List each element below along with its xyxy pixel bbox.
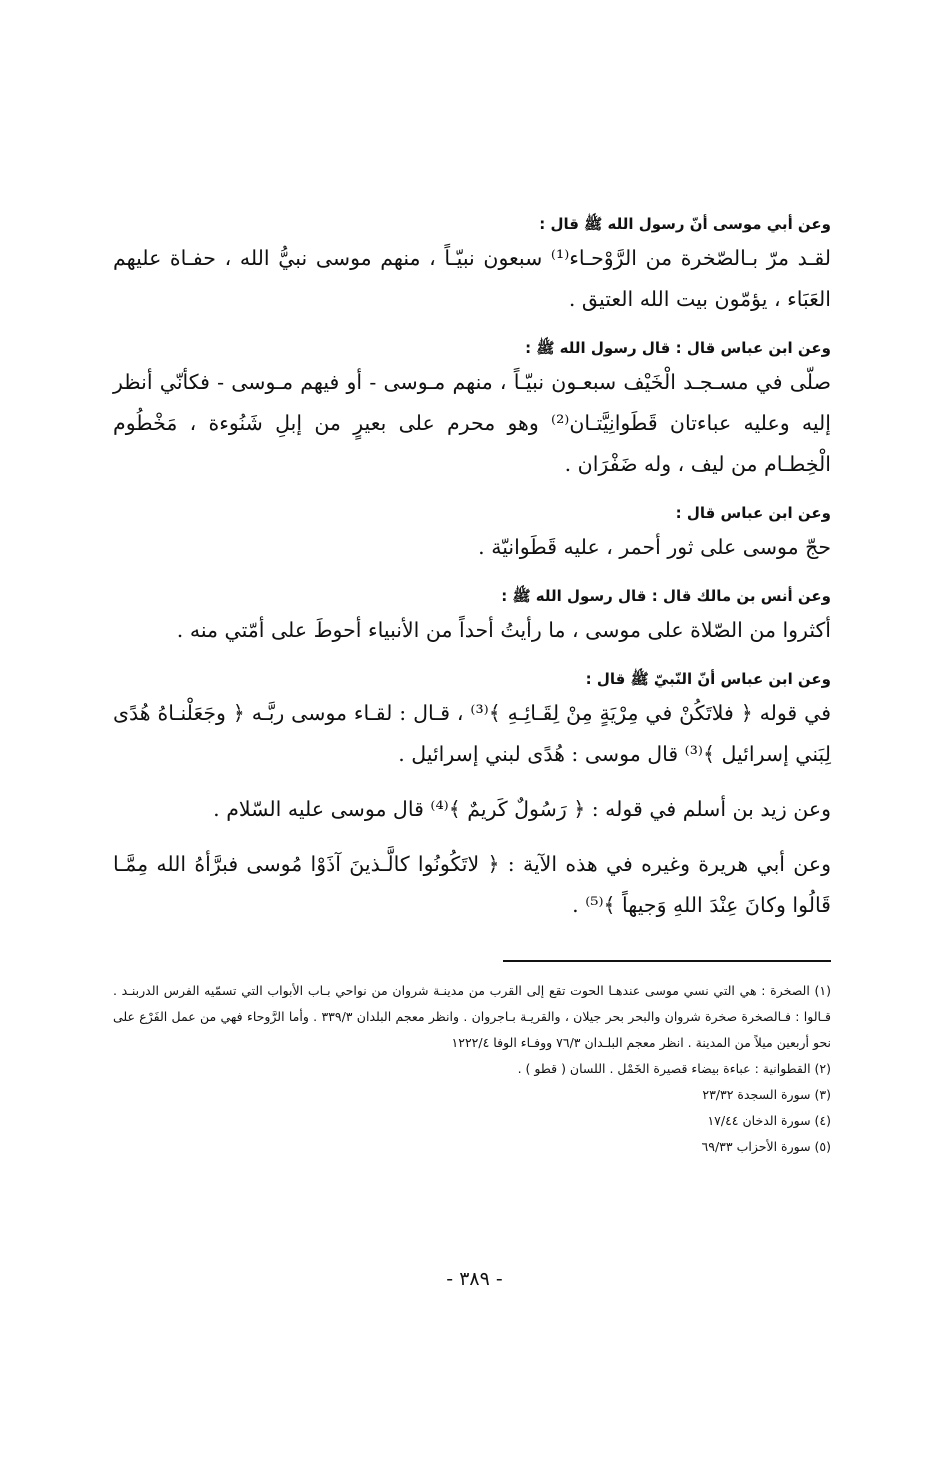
isnad-line: وعن ابن عباس قال : قال رسول الله ﷺ : — [525, 339, 831, 357]
hadith-text: حجّ موسى على ثور أحمر ، عليه قَطَوانيّة . — [478, 535, 831, 559]
footnote-1: (١) الصخرة : هي التي نسي موسى عندهـا الحوت تقع إلى القرب من مدينـة شروان من نواحي بـاب الأبواب التي تسمّيه الفرس الدربنـد . قـالوا : فـالصخرة صخرة شروان والبحر بحر جيلان ، والقريـة بـاجروان . وانظر معجم البلدان ٣٣٩/٣ . وأما الرَّوحاء فهي من عمل الفَرْع على نحو أربعين ميلاً من المدينة . انظر معجم البلـدان ٧٦/٣ ووفـاء الوفا ١٢٢٢/٤ — [113, 983, 831, 1050]
isnad-line: وعن ابن عباس أنّ النّبيّ ﷺ قال : — [585, 670, 831, 688]
hadith-entry — [113, 210, 831, 320]
hadith-entry — [113, 499, 831, 568]
hadith-entry — [113, 582, 831, 651]
footnote-3: (٣) سورة السجدة ٢٣/٣٢ — [702, 1087, 831, 1102]
hadith-text: لقـد مرّ بـالصّخرة من الرَّوْحـاء⁽¹⁾ سبعون نبيّـاً ، منهم موسى نبيُّ الله ، حفـاة عليهم العَبَاء ، يؤمّون بيت الله العتيق . — [113, 246, 831, 311]
isnad-line: وعن أبي موسى أنّ رسول الله ﷺ قال : — [539, 215, 831, 233]
footnote-2: (٢) القطوانية : عباءة بيضاء قصيرة الخَمْل . اللسان ( قطو ) . — [517, 1061, 831, 1076]
isnad-line: وعن أنس بن مالك قال : قال رسول الله ﷺ : — [501, 587, 831, 605]
hadith-entry — [113, 665, 831, 775]
hadith-entry — [113, 334, 831, 485]
footnote-4: (٤) سورة الدخان ١٧/٤٤ — [707, 1113, 831, 1128]
hadith-text: صلّى في مسـجـد الْخَيْف سبعـون نبيّـاً ، منهم مـوسى - أو فيهم مـوسى - فكأنّي أنظر إليه وعليه عباءتان قَطَوانِيَّتـان⁽²⁾ وهو محرم على بعيرٍ من إبلِ شَنُوءة ، مَخْطُوم الْخِطـام من ليف ، وله ضَفْرَان . — [113, 370, 831, 476]
narration-paragraph: وعن زيد بن أسلم في قوله : ﴿ رَسُولٌ كَريمٌ ﴾⁽⁴⁾ قال موسى عليه السّلام . — [213, 797, 831, 821]
footnote-5: (٥) سورة الأحزاب ٦٩/٣٣ — [701, 1139, 831, 1154]
isnad-line: وعن ابن عباس قال : — [675, 504, 831, 522]
footnote-divider-wrap — [113, 940, 831, 978]
book-page — [113, 210, 831, 1160]
footnote-divider — [503, 960, 831, 962]
hadith-text: في قوله ﴿ فلاتَكُنْ في مِرْيَةٍ مِنْ لِقَـائِـهِ ﴾⁽³⁾ ، قـال : لقـاء موسى ربَّـه ﴿ وجَعَلْنـاهُ هُدًى لِبَني إسرائيل ﴾⁽³⁾ قال موسى : هُدًى لبني إسرائيل . — [113, 701, 831, 766]
narration-paragraph: وعن أبي هريرة وغيره في هذه الآية : ﴿ لاتَكُونُوا كالَّـذينَ آذَوْا مُوسى فبرَّأهُ الله مِمَّـا قَالُوا وكانَ عِنْدَ اللهِ وَجيهاً ﴾⁽⁵⁾ . — [113, 852, 831, 917]
page-number: - ٣٨٩ - — [446, 1268, 503, 1290]
footnotes — [113, 978, 831, 1160]
hadith-text: أكثروا من الصّلاة على موسى ، ما رأيتُ أحداً من الأنبياء أحوطَ على أمّتي منه . — [176, 618, 831, 642]
